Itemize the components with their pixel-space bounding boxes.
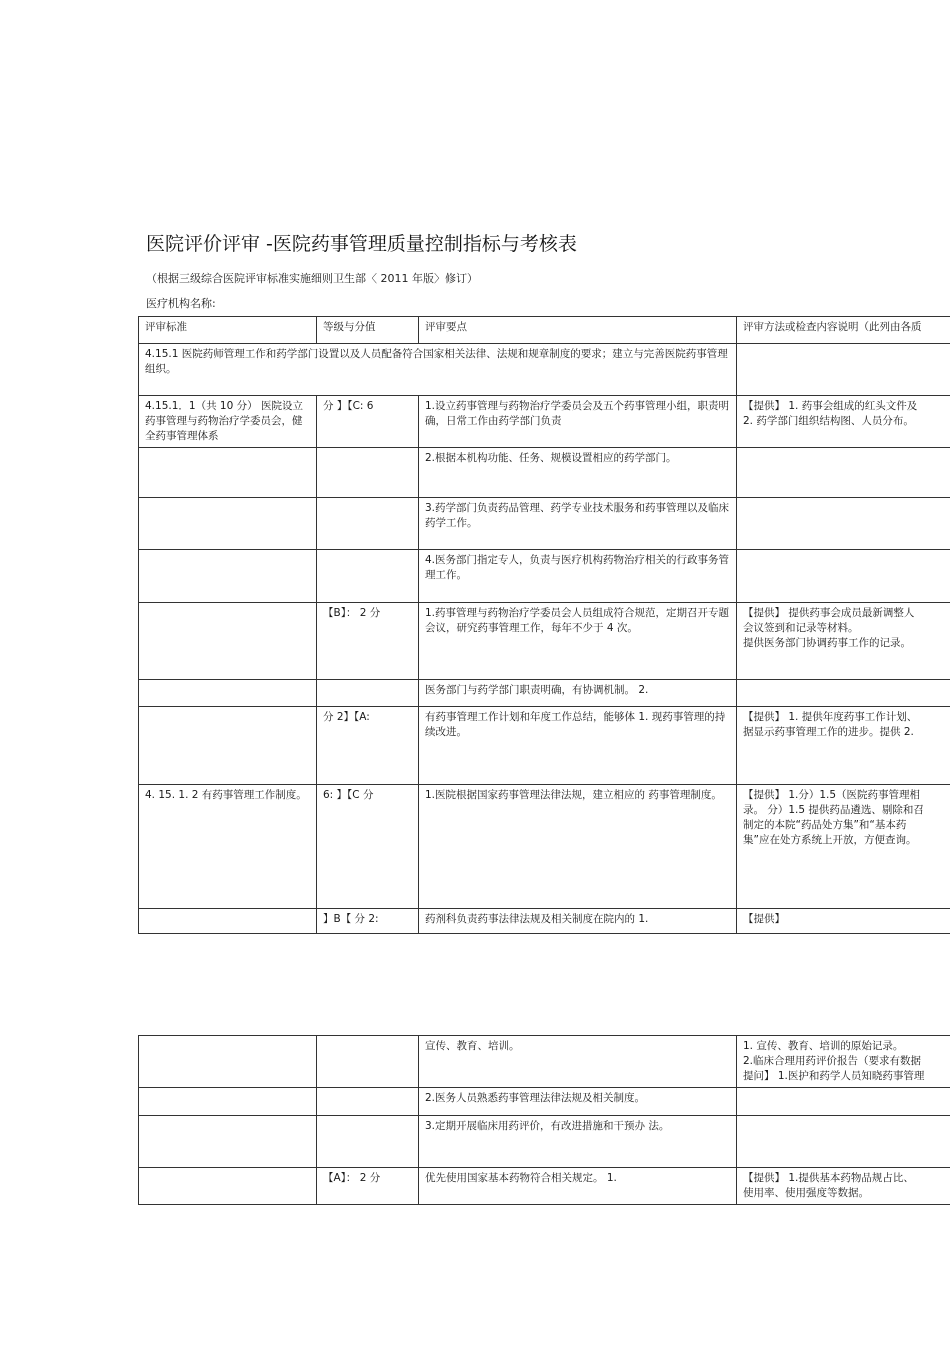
method-cell [737, 448, 950, 498]
standard-cell [139, 603, 317, 680]
col-header-standard: 评审标准 [139, 317, 317, 344]
table-row [139, 603, 950, 680]
table-row [139, 396, 950, 448]
grade-cell [317, 550, 419, 603]
point-cell: 宣传、教育、培训。 [419, 1036, 737, 1088]
standard-cell [139, 448, 317, 498]
section-standard-cell: 4.15.1 医院药师管理工作和药学部门设置以及人员配备符合国家相关法律、法规和规章制度的要求；建立与完善医院药事管理组织。 [139, 344, 737, 396]
col-header-points: 评审要点 [419, 317, 737, 344]
assessment-table [138, 316, 950, 934]
grade-cell: 6: 】【C 分 [317, 785, 419, 909]
method-cell: 1. 宣传、教育、培训的原始记录。 2.临床合理用药评价报告（要求有数据 提问】 1.医护和药学人员知晓药事管理 [737, 1036, 950, 1088]
method-cell [737, 498, 950, 550]
point-cell: 2.医务人员熟悉药事管理法律法规及相关制度。 [419, 1088, 737, 1116]
standard-cell [139, 1088, 317, 1116]
method-cell [737, 344, 950, 396]
method-cell: 【提供】 1. 药事会组成的红头文件及 2. 药学部门组织结构图、人员分布。 [737, 396, 950, 448]
standard-cell: 4.15.1．1（共 10 分） 医院设立药事管理与药物治疗学委员会，健全药事管理体系 [139, 396, 317, 448]
method-cell: 【提供】 1. 提供年度药事工作计划、 据显示药事管理工作的进步。提供 2. [737, 707, 950, 785]
grade-cell: 【B】： 2 分 [317, 603, 419, 680]
point-cell: 1.设立药事管理与药物治疗学委员会及五个药事管理小组，职责明确，日常工作由药学部门负责 [419, 396, 737, 448]
point-cell: 2.根据本机构功能、任务、规模设置相应的药学部门。 [419, 448, 737, 498]
method-cell [737, 1116, 950, 1168]
method-cell: 【提供】 提供药事会成员最新调整人 会议签到和记录等材料。 提供医务部门协调药事工作的记录。 [737, 603, 950, 680]
table-row [139, 1168, 950, 1205]
method-cell [737, 1088, 950, 1116]
table-row [139, 1036, 950, 1088]
table-row [139, 498, 950, 550]
table-row [139, 1088, 950, 1116]
document-subtitle: （根据三级综合医院评审标准实施细则卫生部〈 2011 年版〉修订） [146, 272, 478, 285]
assessment-table-continued [138, 1035, 950, 1205]
grade-cell [317, 498, 419, 550]
standard-cell: 4. 15. 1. 2 有药事管理工作制度。 [139, 785, 317, 909]
point-cell: 1.药事管理与药物治疗学委员会人员组成符合规范，定期召开专题会议，研究药事管理工作，每年不少于 4 次。 [419, 603, 737, 680]
standard-cell [139, 707, 317, 785]
method-cell [737, 550, 950, 603]
grade-cell: 分 】【C: 6 [317, 396, 419, 448]
table-row [139, 707, 950, 785]
grade-cell [317, 1088, 419, 1116]
method-cell [737, 680, 950, 707]
table-header-row [139, 317, 950, 344]
point-cell: 有药事管理工作计划和年度工作总结，能够体 1. 现药事管理的持续改进。 [419, 707, 737, 785]
point-cell: 医务部门与药学部门职责明确，有协调机制。 2. [419, 680, 737, 707]
grade-cell [317, 448, 419, 498]
table-row [139, 550, 950, 603]
grade-cell: 】B【 分 2: [317, 909, 419, 934]
grade-cell [317, 1036, 419, 1088]
point-cell: 4.医务部门指定专人，负责与医疗机构药物治疗相关的行政事务管理工作。 [419, 550, 737, 603]
standard-cell [139, 1116, 317, 1168]
grade-cell: 分 2】【A: [317, 707, 419, 785]
table-row [139, 785, 950, 909]
org-name-label: 医疗机构名称: [146, 297, 216, 310]
grade-cell [317, 1116, 419, 1168]
table-row [139, 680, 950, 707]
method-cell: 【提供】 [737, 909, 950, 934]
point-cell: 优先使用国家基本药物符合相关规定。 1. [419, 1168, 737, 1205]
table-row [139, 1116, 950, 1168]
standard-cell [139, 1168, 317, 1205]
table-row [139, 909, 950, 934]
standard-cell [139, 498, 317, 550]
grade-cell [317, 680, 419, 707]
point-cell: 药剂科负责药事法律法规及相关制度在院内的 1. [419, 909, 737, 934]
point-cell: 3.药学部门负责药品管理、药学专业技术服务和药事管理以及临床药学工作。 [419, 498, 737, 550]
method-cell: 【提供】 1.提供基本药物品规占比、 使用率、使用强度等数据。 [737, 1168, 950, 1205]
standard-cell [139, 680, 317, 707]
table-row [139, 448, 950, 498]
col-header-grade: 等级与分值 [317, 317, 419, 344]
grade-cell: 【A】： 2 分 [317, 1168, 419, 1205]
col-header-method: 评审方法或检查内容说明（此列由各质 [737, 317, 950, 344]
standard-cell [139, 1036, 317, 1088]
point-cell: 3.定期开展临床用药评价，有改进措施和干预办 法。 [419, 1116, 737, 1168]
table-row [139, 344, 950, 396]
method-cell: 【提供】 1.分）1.5（医院药事管理相 录。 分）1.5 提供药品遴选、剔除和召 制定的本院“药品处方集”和“基本药 集”应在处方系统上开放，方便查询。 [737, 785, 950, 909]
document-title: 医院评价评审 -医院药事管理质量控制指标与考核表 [146, 233, 577, 255]
standard-cell [139, 909, 317, 934]
standard-cell [139, 550, 317, 603]
point-cell: 1.医院根据国家药事管理法律法规，建立相应的 药事管理制度。 [419, 785, 737, 909]
